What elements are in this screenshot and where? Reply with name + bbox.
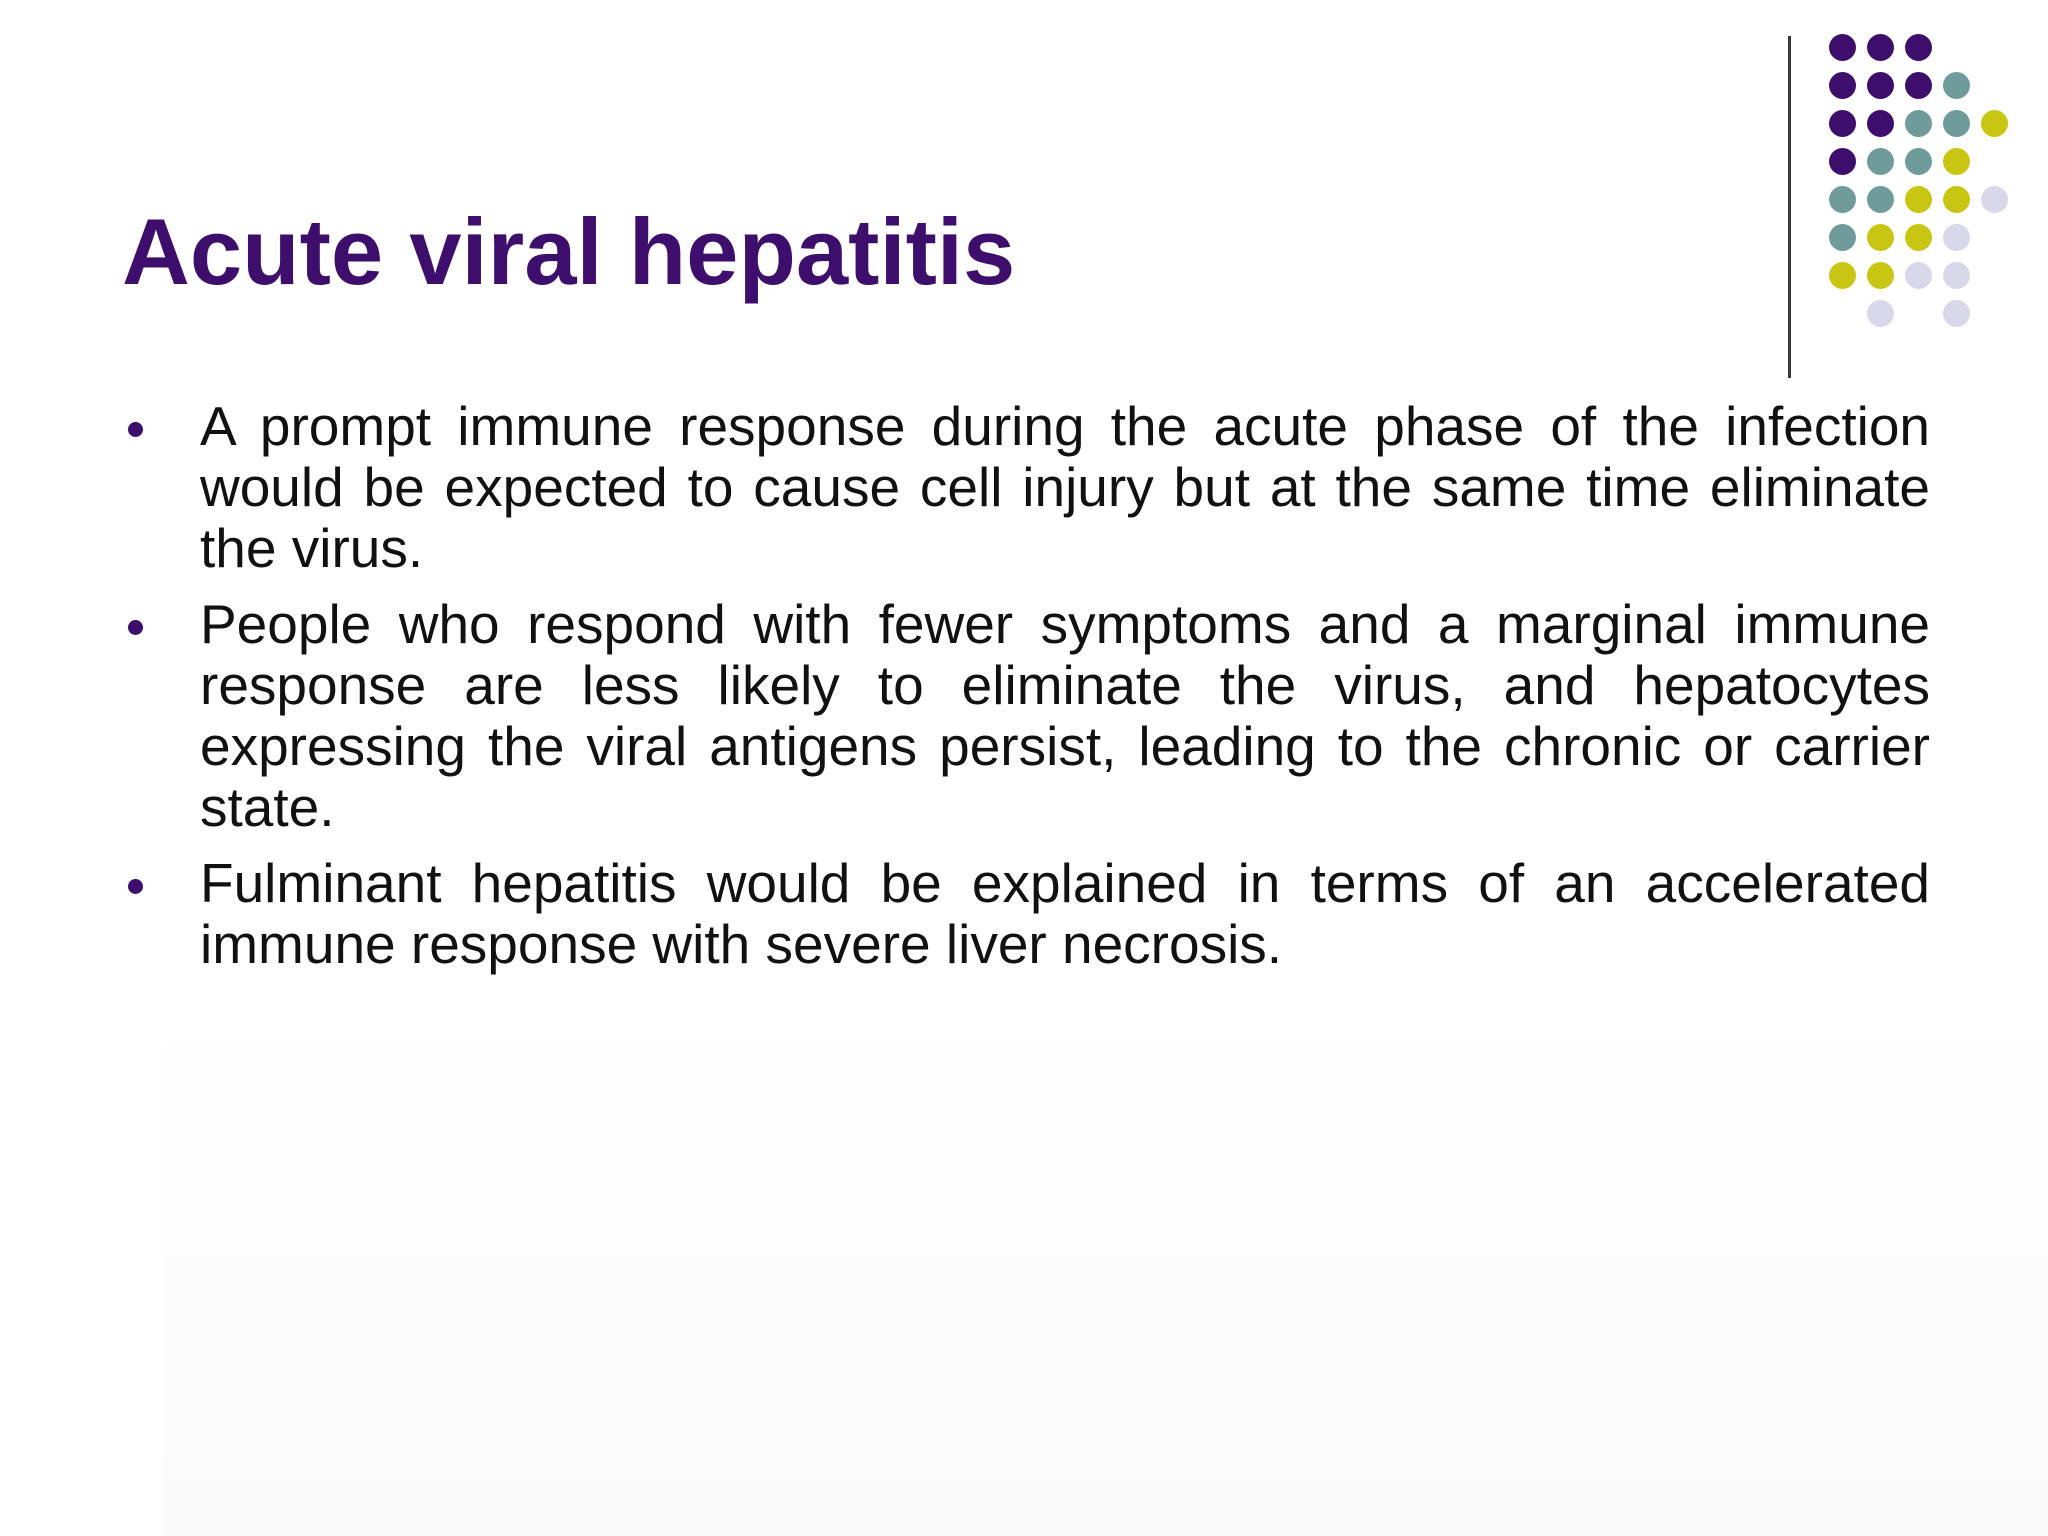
decorative-dot [1943,262,1970,289]
bullet-point-icon [128,879,143,894]
decorative-dot [1867,148,1894,175]
decorative-dot [1905,72,1932,99]
bullet-item [124,853,1930,975]
decorative-dot [1905,224,1932,251]
decorative-dot [1905,148,1932,175]
decorative-dot [1943,300,1970,327]
decorative-dot [1981,186,2008,213]
decorative-dot [1943,224,1970,251]
decorative-dot [1905,110,1932,137]
decorative-dot [1867,186,1894,213]
decorative-dot [1867,300,1894,327]
bullet-text: A prompt immune response during the acute phase of the infection would be expected to cause cell injury but at the same time eliminate the virus. [200,395,1930,579]
decorative-dot [1905,262,1932,289]
slide-title: Acute viral hepatitis [122,199,1016,304]
background-shade [164,1000,2048,1536]
decorative-dot [1943,72,1970,99]
decorative-dot [1943,186,1970,213]
bullet-point-icon [128,620,143,635]
decorative-dot [1829,34,1856,61]
decorative-dot [1867,110,1894,137]
decorative-dot [1867,72,1894,99]
decorative-dot [1981,110,2008,137]
decorative-dot [1829,262,1856,289]
decorative-dot [1829,72,1856,99]
decorative-dot [1943,148,1970,175]
decorative-dot [1829,224,1856,251]
decorative-dot [1867,34,1894,61]
decorative-dot [1905,186,1932,213]
decorative-dot [1829,148,1856,175]
bullet-item [124,396,1930,579]
decorative-dot [1905,34,1932,61]
decorative-dot [1829,186,1856,213]
decorative-dot [1829,110,1856,137]
decorative-dot [1867,224,1894,251]
bullet-item [124,594,1930,838]
decorative-dot [1867,262,1894,289]
divider-line [1788,36,1791,378]
decorative-dot [1943,110,1970,137]
bullet-list [124,396,1930,990]
bullet-text: Fulminant hepatitis would be explained in terms of an accelerated immune response with severe liver necrosis. [200,852,1930,975]
bullet-text: People who respond with fewer symptoms and a marginal immune response are less likely to eliminate the virus, and hepatocytes expressing the viral antigens persist, leading to the chronic or carrier state. [200,593,1930,838]
bullet-point-icon [128,422,143,437]
